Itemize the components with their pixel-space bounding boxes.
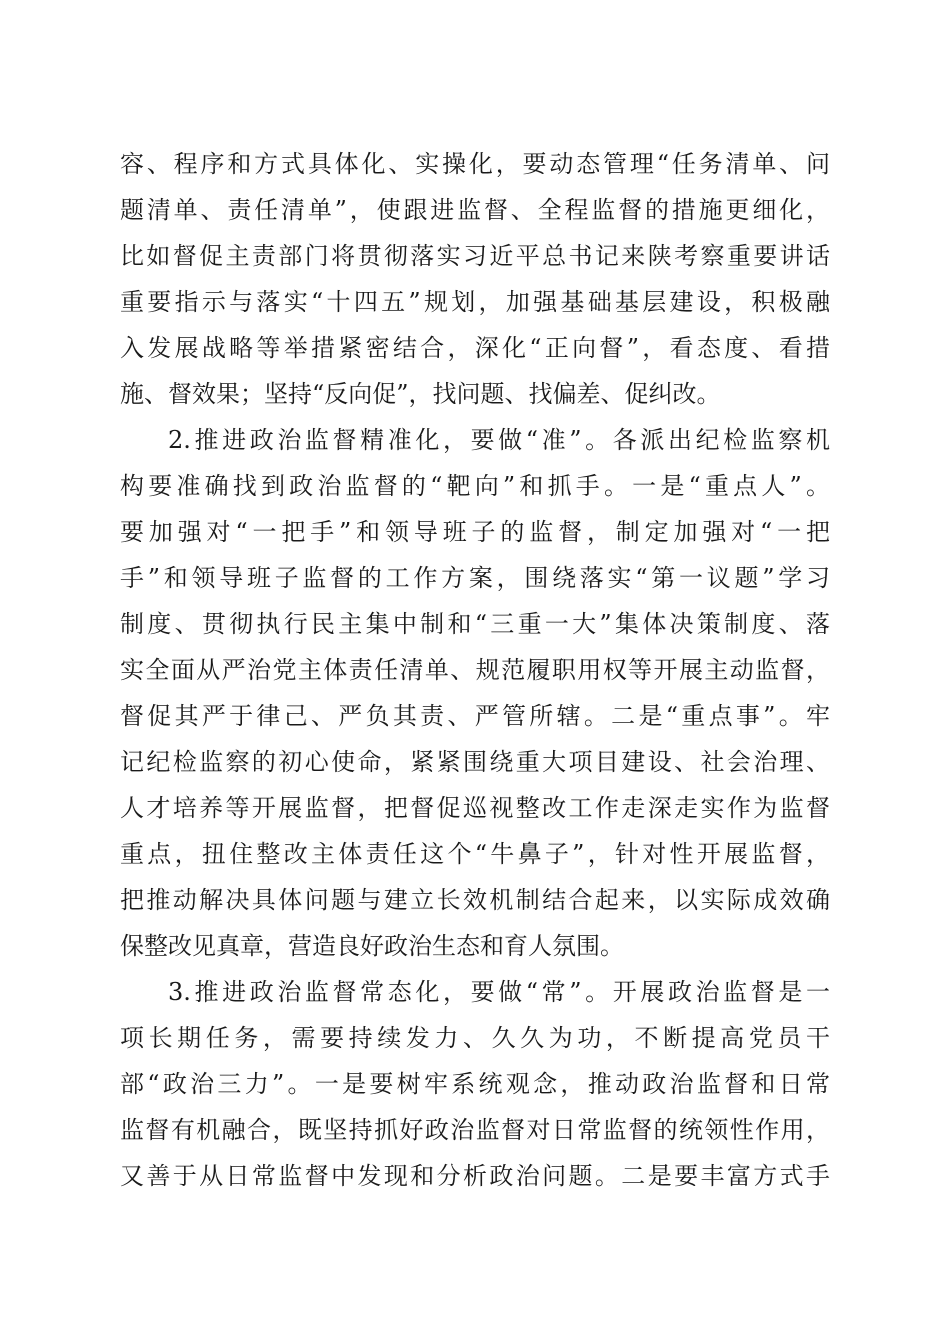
- text-line-17: 把推动解决具体问题与建立长效机制结合起来，以实际成效确: [120, 886, 830, 914]
- text-line-14: 记纪检监察的初心使命，紧紧围绕重大项目建设、社会治理、: [120, 748, 830, 776]
- text-line-7: 2.推进政治监督精准化，要做“准”。各派出纪检监察机: [168, 426, 830, 454]
- text-line-5: 入发展战略等举措紧密结合，深化“正向督”，看态度、看措: [120, 334, 830, 362]
- text-line-3: 比如督促主责部门将贯彻落实习近平总书记来陕考察重要讲话: [120, 242, 830, 270]
- text-line-1: 容、程序和方式具体化、实操化，要动态管理“任务清单、问: [120, 150, 830, 178]
- text-line-11: 制度、贯彻执行民主集中制和“三重一大”集体决策制度、落: [120, 610, 830, 638]
- text-line-13: 督促其严于律己、严负其责、严管所辖。二是“重点事”。牢: [120, 702, 830, 730]
- text-line-8: 构要准确找到政治监督的“靶向”和抓手。一是“重点人”。: [120, 472, 830, 500]
- text-line-20: 项长期任务，需要持续发力、久久为功，不断提高党员干: [120, 1024, 830, 1052]
- text-line-21: 部“政治三力”。一是要树牢系统观念，推动政治监督和日常: [120, 1070, 830, 1098]
- text-line-10: 手”和领导班子监督的工作方案，围绕落实“第一议题”学习: [120, 564, 830, 592]
- text-line-16: 重点，扭住整改主体责任这个“牛鼻子”，针对性开展监督，: [120, 840, 830, 868]
- text-line-18: 保整改见真章，营造良好政治生态和育人氛围。: [120, 932, 624, 960]
- text-line-2: 题清单、责任清单”，使跟进监督、全程监督的措施更细化，: [120, 196, 830, 224]
- text-line-12: 实全面从严治党主体责任清单、规范履职用权等开展主动监督，: [120, 656, 830, 684]
- text-line-19: 3.推进政治监督常态化，要做“常”。开展政治监督是一: [168, 978, 830, 1006]
- text-line-15: 人才培养等开展监督，把督促巡视整改工作走深走实作为监督: [120, 794, 830, 822]
- text-line-6: 施、督效果；坚持“反向促”，找问题、找偏差、促纠改。: [120, 380, 721, 408]
- text-line-4: 重要指示与落实“十四五”规划，加强基础基层建设，积极融: [120, 288, 830, 316]
- text-line-23: 又善于从日常监督中发现和分析政治问题。二是要丰富方式手: [120, 1162, 830, 1190]
- text-line-22: 监督有机融合，既坚持抓好政治监督对日常监督的统领性作用，: [120, 1116, 830, 1144]
- text-line-9: 要加强对“一把手”和领导班子的监督，制定加强对“一把: [120, 518, 830, 546]
